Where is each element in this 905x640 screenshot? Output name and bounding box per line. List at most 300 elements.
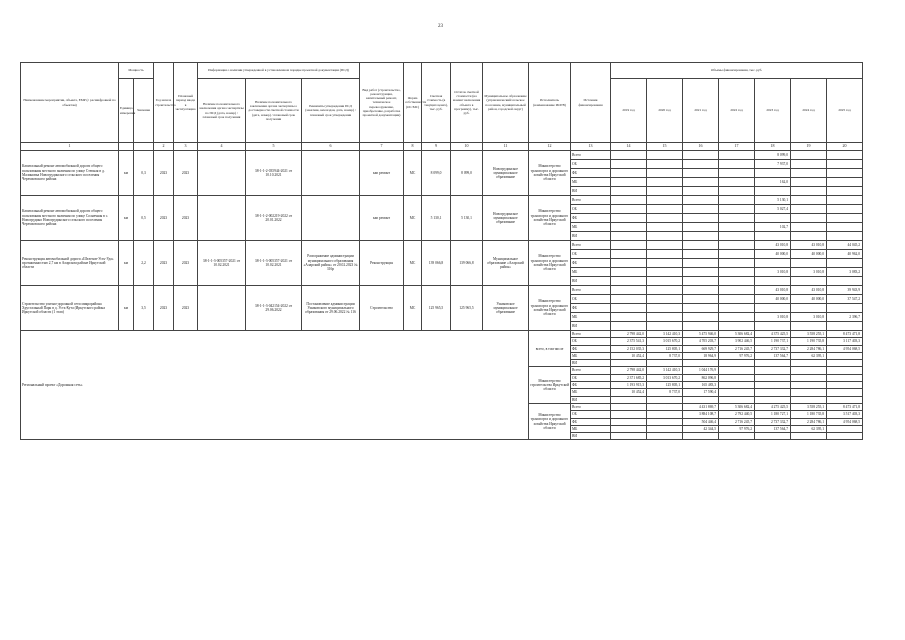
funding-source: ОБ xyxy=(571,250,611,259)
funding-value xyxy=(647,250,683,259)
funding-value xyxy=(827,360,863,367)
funding-value xyxy=(611,396,647,403)
funding-value xyxy=(683,433,719,440)
funding-value xyxy=(683,232,719,241)
funding-value: 97 976,2 xyxy=(719,425,755,432)
funding-value xyxy=(683,286,719,295)
hdr-sources: Источник финансирования xyxy=(571,63,611,143)
object-psd-cost: 38-1-1-2-035944-2021 от 10.10.2021 xyxy=(246,151,302,196)
object-ownership: МС xyxy=(404,196,422,241)
funding-value xyxy=(683,151,719,160)
funding-value xyxy=(683,160,719,169)
funding-value xyxy=(719,169,755,178)
funding-value xyxy=(719,223,755,232)
funding-value: 2 798 442,0 xyxy=(611,331,647,338)
object-municipality: Ушаковское муниципальное образование xyxy=(483,286,529,331)
funding-source: ФБ xyxy=(571,418,611,425)
funding-source: Всего xyxy=(571,241,611,250)
funding-value: 2 716 245,7 xyxy=(719,418,755,425)
hdr-est-cost: Сметная стоимость (в текущих ценах), тыс. руб. xyxy=(422,63,451,143)
object-psd-approve: Постановление администрации Ушаковского муниципального образования от 29.06.2022 № 116 xyxy=(302,286,360,331)
object-unit: км xyxy=(119,151,134,196)
object-value: 2,2 xyxy=(134,241,154,286)
funding-value: 97 976,2 xyxy=(719,352,755,359)
funding-value xyxy=(755,374,791,381)
funding-value xyxy=(719,205,755,214)
object-name: Капитальный ремонт автомобильной дороги общего пользования местного значения по улице Солнечная в с. Новогрудино Новогрудинского сельского поселения Черемховского района xyxy=(21,196,119,241)
object-work-type: кап ремонт xyxy=(360,196,404,241)
funding-value xyxy=(827,232,863,241)
funding-value xyxy=(611,286,647,295)
funding-value: 40 000,0 xyxy=(791,250,827,259)
funding-value: 1 190 735,8 xyxy=(791,338,827,345)
funding-value xyxy=(719,196,755,205)
funding-value xyxy=(827,169,863,178)
funding-value xyxy=(827,178,863,187)
object-psd-expert xyxy=(198,196,246,241)
funding-value xyxy=(647,411,683,418)
object-start-year: 2023 xyxy=(154,151,174,196)
funding-value: 8 473 471,8 xyxy=(827,331,863,338)
column-index: 17 xyxy=(719,143,755,151)
funding-value xyxy=(719,313,755,322)
funding-value: 39 943,9 xyxy=(827,286,863,295)
funding-value xyxy=(755,277,791,286)
column-index: 7 xyxy=(360,143,404,151)
funding-value: 4 375 425,5 xyxy=(755,331,791,338)
funding-value: 137 564,7 xyxy=(755,425,791,432)
hdr-psd-approve: Реквизиты утверждения ПСД (заказчик, кем издан, дата, номер) / плановый срок утверждения xyxy=(302,79,360,143)
funding-value xyxy=(827,205,863,214)
object-ownership: МС xyxy=(404,286,422,331)
funding-value: 3 010,8 xyxy=(755,313,791,322)
funding-value: 3 010,8 xyxy=(755,268,791,277)
funding-value xyxy=(683,205,719,214)
column-index: 11 xyxy=(483,143,529,151)
funding-value: 2 737 332,7 xyxy=(755,345,791,352)
hdr-year: 2020 год xyxy=(647,79,683,143)
funding-value: 2 798 442,0 xyxy=(611,367,647,374)
funding-value xyxy=(683,214,719,223)
funding-value xyxy=(755,304,791,313)
funding-value xyxy=(647,403,683,410)
funding-value xyxy=(611,223,647,232)
funding-value xyxy=(683,169,719,178)
object-psd-expert: 38-1-1-3-005357-2021 от 10.02.2021 xyxy=(198,241,246,286)
funding-value xyxy=(755,433,791,440)
hdr-year: 2021 год xyxy=(683,79,719,143)
funding-value xyxy=(611,250,647,259)
funding-value xyxy=(719,187,755,196)
funding-value: 43 010,8 xyxy=(791,241,827,250)
funding-value xyxy=(791,304,827,313)
funding-value xyxy=(791,232,827,241)
funding-source: Всего xyxy=(571,331,611,338)
funding-value xyxy=(647,178,683,187)
funding-value: 125 805,1 xyxy=(647,345,683,352)
hdr-municipality: Муниципальное образование (управленческий/сельское поселение, муниципальный район, городской округ) xyxy=(483,63,529,143)
funding-value xyxy=(611,187,647,196)
object-executor: Министерство транспорта и дорожного хозяйства Иркутской области xyxy=(529,241,571,286)
funding-value xyxy=(647,295,683,304)
object-start-year: 2023 xyxy=(154,286,174,331)
funding-value xyxy=(719,304,755,313)
hdr-value: Значение xyxy=(134,79,154,143)
table-row xyxy=(21,286,863,295)
funding-value xyxy=(611,196,647,205)
object-start-year: 2023 xyxy=(154,241,174,286)
object-name: Реконструкция автомобильной дороги «Шелехов-Усть-Уда» протяженностью 2,7 км в Аларском районе Иркутской области xyxy=(21,241,119,286)
hdr-executor: Исполнитель (наименование ИОГВ) xyxy=(529,63,571,143)
funding-value xyxy=(647,160,683,169)
object-unit: км xyxy=(119,196,134,241)
funding-value: 43 010,8 xyxy=(755,241,791,250)
object-est-cost: 125 965,5 xyxy=(422,286,451,331)
column-index: 9 xyxy=(422,143,451,151)
funding-value: 40 000,0 xyxy=(755,250,791,259)
funding-value xyxy=(719,241,755,250)
funding-source: ВИ xyxy=(571,322,611,331)
funding-value xyxy=(683,313,719,322)
object-plan-year: 2023 xyxy=(174,151,198,196)
funding-value: 37 547,2 xyxy=(827,295,863,304)
funding-value: 7 937,0 xyxy=(755,160,791,169)
funding-value: 3 015 670,2 xyxy=(647,338,683,345)
funding-value: 504 446,4 xyxy=(683,418,719,425)
funding-value xyxy=(647,169,683,178)
funding-source: МБ xyxy=(571,352,611,359)
funding-value xyxy=(683,360,719,367)
column-index: 14 xyxy=(611,143,647,151)
funding-value: 43 010,8 xyxy=(755,286,791,295)
funding-value: 3 010,8 xyxy=(791,268,827,277)
funding-value xyxy=(791,389,827,396)
funding-value xyxy=(611,360,647,367)
funding-value xyxy=(647,360,683,367)
funding-value: 8 473 471,8 xyxy=(827,403,863,410)
hdr-plan-year: Плановый период ввода в эксплуатацию xyxy=(174,63,198,143)
funding-source: Всего xyxy=(571,286,611,295)
funding-source: ФБ xyxy=(571,345,611,352)
funding-value xyxy=(611,295,647,304)
funding-value: 4 954 068,5 xyxy=(827,418,863,425)
object-psd-cost: 38-1-1-3-042154-2022 от 29.06.2022 xyxy=(246,286,302,331)
funding-value xyxy=(719,322,755,331)
object-plan-year: 2023 xyxy=(174,241,198,286)
funding-value: 8 737,0 xyxy=(647,352,683,359)
regional-executor: Министерство транспорта и дорожного хозяйства Иркутской области xyxy=(529,403,571,439)
funding-value: 4 954 068,5 xyxy=(827,345,863,352)
hdr-work-type: Вид работ (строительство, реконструкция, капитальный ремонт, техническое перевооружение, приобретение, разработка проектной документации) xyxy=(360,63,404,143)
funding-value xyxy=(791,223,827,232)
funding-source: ОБ xyxy=(571,411,611,418)
hdr-year: 2025 год xyxy=(827,79,863,143)
funding-value xyxy=(791,205,827,214)
regional-project-name: Региональный проект «Дорожная сеть» xyxy=(21,331,529,440)
funding-value: 1 193 915,3 xyxy=(611,382,647,389)
funding-value xyxy=(791,367,827,374)
funding-value: 2 737 332,7 xyxy=(755,418,791,425)
funding-value xyxy=(683,178,719,187)
funding-value: 2 152 035,3 xyxy=(611,345,647,352)
funding-value xyxy=(827,433,863,440)
hdr-ownership: Форма собственности (ОС/МС) xyxy=(404,63,422,143)
funding-value xyxy=(647,304,683,313)
funding-value: 40 000,0 xyxy=(791,295,827,304)
funding-value xyxy=(791,259,827,268)
funding-value xyxy=(827,322,863,331)
funding-value: 40 962,0 xyxy=(827,250,863,259)
funding-value xyxy=(611,151,647,160)
funding-value xyxy=(719,295,755,304)
funding-value xyxy=(647,232,683,241)
funding-value xyxy=(611,313,647,322)
object-name: Строительство улично-дорожной сети микрорайона Хрустальный Парк в д. Усть-Кута (Иркутского района Иркутской области (1 этап) xyxy=(21,286,119,331)
funding-value xyxy=(755,360,791,367)
funding-value xyxy=(755,389,791,396)
object-est-cost: 5 130,1 xyxy=(422,196,451,241)
funding-source: ВИ xyxy=(571,360,611,367)
funding-value xyxy=(683,259,719,268)
funding-value xyxy=(827,196,863,205)
object-value: 0,3 xyxy=(134,151,154,196)
column-index: 15 xyxy=(647,143,683,151)
column-index: 13 xyxy=(571,143,611,151)
object-executor: Министерство транспорта и дорожного хозяйства Иркутской области xyxy=(529,196,571,241)
object-psd-approve: Распоряжение администрации муниципального образования «Аларский район» от 20.02.2023 № 316р xyxy=(302,241,360,286)
funding-value xyxy=(683,196,719,205)
funding-value xyxy=(719,178,755,187)
funding-source: ОБ xyxy=(571,160,611,169)
funding-value xyxy=(611,178,647,187)
funding-value: 137 564,7 xyxy=(755,352,791,359)
funding-value xyxy=(827,187,863,196)
funding-value xyxy=(683,223,719,232)
funding-value xyxy=(611,268,647,277)
funding-value xyxy=(827,425,863,432)
page-number: 23 xyxy=(438,24,443,29)
funding-value xyxy=(719,367,755,374)
hdr-year: 2024 год xyxy=(791,79,827,143)
hdr-capacity: Мощность xyxy=(119,63,154,79)
funding-value xyxy=(683,295,719,304)
funding-value xyxy=(611,433,647,440)
funding-value xyxy=(647,214,683,223)
funding-source: ВИ xyxy=(571,232,611,241)
funding-value xyxy=(755,396,791,403)
object-plan-year: 2023 xyxy=(174,286,198,331)
funding-value xyxy=(827,151,863,160)
funding-value: 4 275 425,5 xyxy=(755,403,791,410)
funding-value xyxy=(647,433,683,440)
funding-value xyxy=(827,259,863,268)
funding-value: 1 180 727,1 xyxy=(755,411,791,418)
object-work-type: кап ремонт xyxy=(360,151,404,196)
funding-value: 3 142 410,3 xyxy=(647,367,683,374)
funding-value xyxy=(611,169,647,178)
funding-value xyxy=(611,304,647,313)
funding-value xyxy=(755,187,791,196)
funding-value xyxy=(611,214,647,223)
object-psd-expert xyxy=(198,151,246,196)
column-index xyxy=(119,143,134,151)
funding-value xyxy=(755,232,791,241)
funding-value: 1 180 735,8 xyxy=(791,411,827,418)
object-psd-approve xyxy=(302,151,360,196)
table-row xyxy=(21,241,863,250)
funding-source: ОБ xyxy=(571,338,611,345)
funding-value: 18 964,9 xyxy=(683,352,719,359)
funding-value xyxy=(647,205,683,214)
funding-value: 2 396,7 xyxy=(827,313,863,322)
hdr-unit: Единица измерения xyxy=(119,79,134,143)
funding-source: ФБ xyxy=(571,214,611,223)
funding-value xyxy=(719,160,755,169)
funding-value xyxy=(827,277,863,286)
funding-source: ОБ xyxy=(571,374,611,381)
funding-value: 3 010,8 xyxy=(791,313,827,322)
funding-source: МБ xyxy=(571,268,611,277)
funding-value xyxy=(647,313,683,322)
funding-source: ВИ xyxy=(571,396,611,403)
funding-value xyxy=(719,389,755,396)
funding-value xyxy=(647,322,683,331)
funding-source: Всего xyxy=(571,196,611,205)
regional-executor: Министерство строительства Иркутской области xyxy=(529,367,571,403)
funding-value xyxy=(755,382,791,389)
funding-value: 8 737,0 xyxy=(647,389,683,396)
funding-value xyxy=(755,214,791,223)
funding-source: ФБ xyxy=(571,259,611,268)
funding-value xyxy=(719,259,755,268)
program-table xyxy=(20,62,863,440)
funding-value xyxy=(647,286,683,295)
column-index: 10 xyxy=(451,143,483,151)
funding-value xyxy=(791,151,827,160)
funding-value xyxy=(755,169,791,178)
column-index: 3 xyxy=(174,143,198,151)
funding-value: 2 792 440,5 xyxy=(719,411,755,418)
funding-value xyxy=(647,196,683,205)
hdr-remaining: Остаток сметной стоимости (на момент включения объекта в программу), тыс. руб. xyxy=(451,63,483,143)
funding-value: 162,0 xyxy=(755,178,791,187)
funding-value: 8 099,0 xyxy=(755,151,791,160)
column-index: 19 xyxy=(791,143,827,151)
funding-value: 3 558 255,1 xyxy=(791,403,827,410)
funding-source: ОБ xyxy=(571,295,611,304)
column-index: 12 xyxy=(529,143,571,151)
object-psd-approve xyxy=(302,196,360,241)
funding-value: 40 000,0 xyxy=(755,295,791,304)
column-index: 5 xyxy=(246,143,302,151)
funding-value xyxy=(611,425,647,432)
funding-value: 2 375 541,3 xyxy=(611,338,647,345)
object-ownership: МС xyxy=(404,241,422,286)
funding-value: 3 517 403,3 xyxy=(827,411,863,418)
funding-value: 43 010,8 xyxy=(791,286,827,295)
funding-value xyxy=(647,268,683,277)
hdr-start-year: Год начала строительства xyxy=(154,63,174,143)
funding-value: 42 344,5 xyxy=(683,425,719,432)
object-psd-cost: 38-1-1-2-002219-2022 от 20.01.2022 xyxy=(246,196,302,241)
funding-value: 5 306 682,4 xyxy=(719,331,755,338)
column-index: 2 xyxy=(154,143,174,151)
funding-value xyxy=(647,223,683,232)
funding-value xyxy=(611,232,647,241)
funding-value: 5 130,1 xyxy=(755,196,791,205)
funding-value: 62 395,1 xyxy=(791,425,827,432)
column-index: 20 xyxy=(827,143,863,151)
funding-value xyxy=(719,382,755,389)
funding-value xyxy=(611,322,647,331)
funding-value xyxy=(719,286,755,295)
funding-value: 5 306 682,4 xyxy=(719,403,755,410)
funding-value: 3 558 255,1 xyxy=(791,331,827,338)
hdr-psd-expert: Наличие положительного заключения органа экспертизы по ПСД (дата, номер) / плановый срок получения xyxy=(198,79,246,143)
funding-source: МБ xyxy=(571,425,611,432)
hdr-funding: Объемы финансирования, тыс. руб. xyxy=(611,63,863,79)
funding-value: 3 117 403,3 xyxy=(827,338,863,345)
funding-value xyxy=(647,187,683,196)
funding-source: Всего xyxy=(571,367,611,374)
object-psd-expert xyxy=(198,286,246,331)
funding-value xyxy=(611,418,647,425)
hdr-year: 2022 год xyxy=(719,79,755,143)
funding-value: 2 371 685,2 xyxy=(611,374,647,381)
funding-value: 62 395,1 xyxy=(791,352,827,359)
funding-value xyxy=(647,151,683,160)
column-index: 1 xyxy=(21,143,119,151)
regional-executor: всего, в том числе xyxy=(529,331,571,367)
funding-value xyxy=(791,187,827,196)
column-index: 16 xyxy=(683,143,719,151)
funding-value: 5 027,4 xyxy=(755,205,791,214)
funding-value xyxy=(791,178,827,187)
hdr-year: 2023 год xyxy=(755,79,791,143)
funding-value xyxy=(791,160,827,169)
funding-value: 102,7 xyxy=(755,223,791,232)
funding-value xyxy=(791,169,827,178)
funding-source: Всего xyxy=(571,151,611,160)
funding-value: 165 483,3 xyxy=(683,382,719,389)
object-municipality: Муниципальное образование «Аларский район» xyxy=(483,241,529,286)
funding-source: ОБ xyxy=(571,205,611,214)
funding-value xyxy=(611,160,647,169)
hdr-name: Наименование мероприятия, объекта, ЕМР (с расшифровкой по объектам) xyxy=(21,63,119,143)
funding-value xyxy=(827,374,863,381)
column-index-row xyxy=(21,143,863,151)
funding-value xyxy=(719,151,755,160)
funding-value xyxy=(611,205,647,214)
funding-value xyxy=(647,396,683,403)
funding-value xyxy=(827,160,863,169)
column-index: 6 xyxy=(302,143,360,151)
funding-value: 3 142 410,3 xyxy=(647,331,683,338)
funding-value xyxy=(719,374,755,381)
funding-value xyxy=(683,268,719,277)
funding-value: 2 284 786,1 xyxy=(791,418,827,425)
funding-value xyxy=(611,277,647,286)
object-value: 0,5 xyxy=(134,196,154,241)
object-work-type: Строительство xyxy=(360,286,404,331)
funding-value xyxy=(719,214,755,223)
funding-value xyxy=(611,403,647,410)
funding-value xyxy=(611,241,647,250)
funding-value xyxy=(791,433,827,440)
funding-value: 125 805,1 xyxy=(647,382,683,389)
hdr-psd-cost: Наличие положительного заключения органа экспертизы о достоверности сметной стоимости (дата, номер) / плановый срок получения xyxy=(246,79,302,143)
funding-value xyxy=(719,360,755,367)
